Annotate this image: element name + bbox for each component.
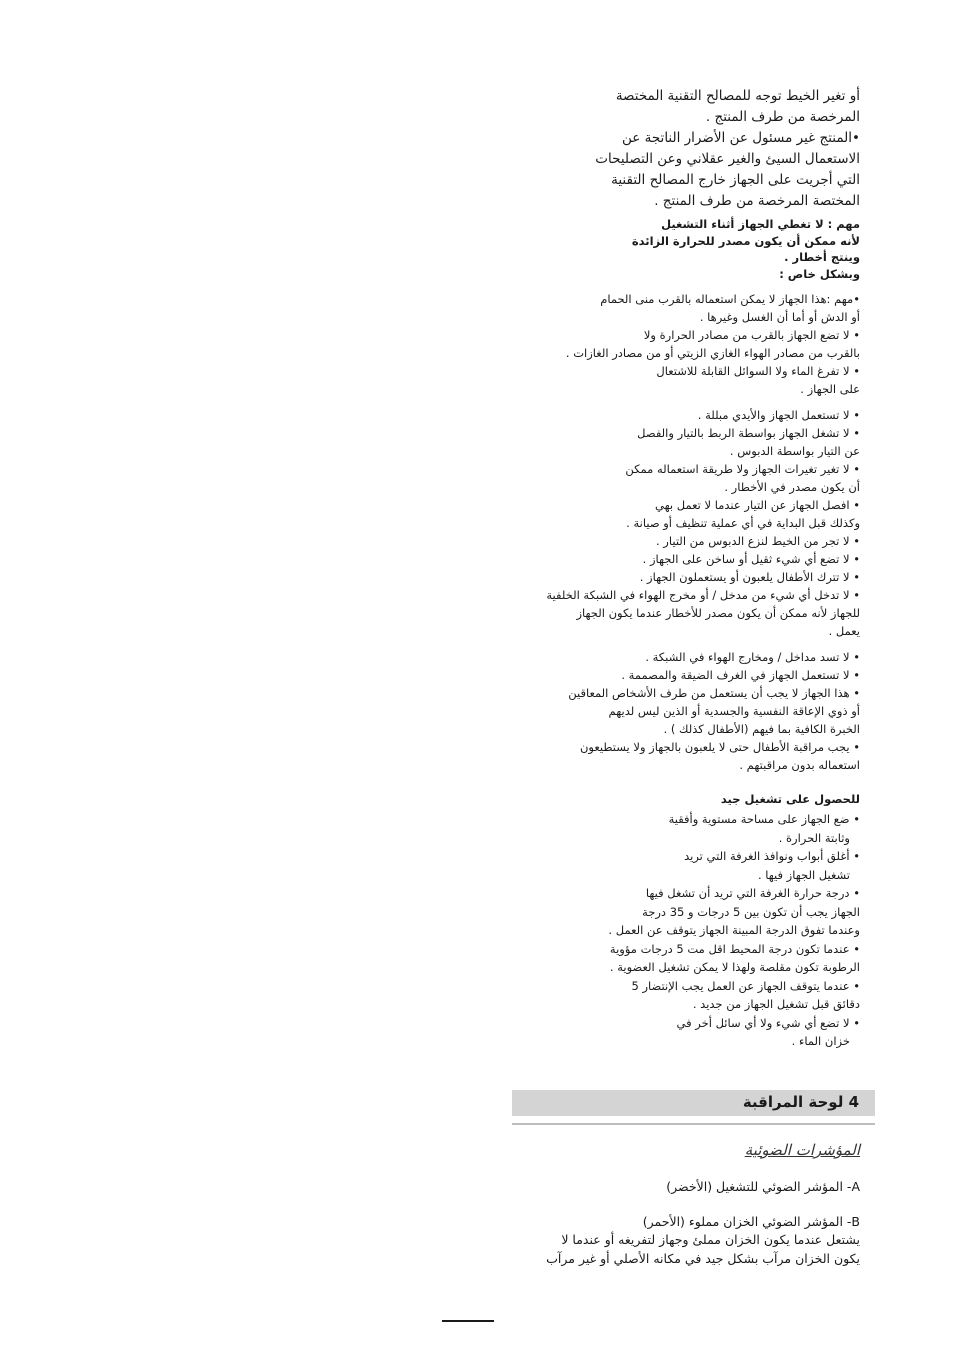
operation-list — [520, 810, 860, 1051]
warning-line: لأنه ممكن أن يكون مصدر للحرارة الزائدة — [631, 233, 860, 248]
spacer — [515, 1197, 860, 1213]
rule-line: أو ذوي الإعاقة النفسية والجسدية أو الذين ليس لديهم — [608, 704, 860, 718]
rule-line: عن التيار بواسطة الدبوس . — [729, 444, 860, 458]
rule-line: • لا تسد مداخل / ومخارج الهواء في الشبكة . — [645, 650, 860, 664]
rule-line: • لا تشغل الجهاز بواسطة الربط بالتيار والفصل — [637, 426, 860, 440]
text-line: أو تغير الخيط توجه للمصالح التقنية المختصة — [615, 88, 860, 104]
warning-block — [530, 216, 860, 282]
spacer — [515, 640, 860, 648]
rule-line: • لا تترك الأطفال يلعبون أو يستعملون الجهاز . — [639, 570, 860, 584]
rule-line: استعماله بدون مراقبتهم . — [739, 758, 860, 772]
text-line: الاستعمال السيئ والغير عقلاني وعن التصليحات — [595, 151, 860, 167]
intro-paragraph — [530, 86, 860, 212]
section-divider — [512, 1123, 875, 1125]
rule-line: وكذلك قبل البداية في أي عملية تنظيف أو صيانة . — [626, 516, 860, 530]
rule-line: • يجب مراقبة الأطفال حتى لا يلعبون بالجهاز ولا يستطيعون — [579, 740, 860, 754]
text-line: •المنتج غير مسئول عن الأضرار الناتجة عن — [621, 130, 860, 146]
warning-line: مهم : لا تغطي الجهاز أثناء التشغيل — [661, 217, 860, 231]
warning-line: وبشكل خاص : — [779, 266, 860, 281]
rule-line: • افصل الجهاز عن التيار عندما لا تعمل بهي — [655, 498, 860, 512]
rule-line: • لا تغير تغيرات الجهاز ولا طريقة استعماله ممكن — [625, 462, 860, 476]
operation-line: الرطوبة تكون مقلصة ولهذا لا يمكن تشغيل العضوية . — [609, 960, 860, 974]
indicator-b-desc: يكون الخزان مرآب بشكل جيد في مكانه الأصلي أو غير مرآب — [546, 1250, 860, 1266]
rule-line: الخبرة الكافية بما فيهم (الأطفال كذلك ) . — [663, 722, 860, 736]
rule-line: للجهاز لأنه ممكن أن يكون مصدر للأخطار عندما يكون الجهاز — [576, 606, 860, 620]
rule-line: • لا تستعمل الجهاز في الغرف الضيقة والمصممة . — [621, 668, 860, 682]
operation-title: للحصول على تشغيل جيد — [720, 792, 860, 806]
rule-line: • لا تضع أي شيء ثقيل أو ساخن على الجهاز . — [642, 552, 860, 566]
operation-line: وثابتة الحرارة . — [778, 830, 850, 845]
rule-line: •مهم :هذا الجهاز لا يمكن استعماله بالقرب منى الحمام — [600, 292, 860, 306]
indicator-a: A- المؤشر الضوئي للتشغيل (الأخضر) — [666, 1179, 860, 1194]
safety-rules — [515, 290, 860, 774]
rule-line: • لا تجر من الخيط لنزع الدبوس من التيار . — [656, 534, 860, 548]
text-line: المختصة المرخصة من طرف المنتج . — [654, 193, 860, 209]
rule-line: أن يكون مصدر في الأخطار . — [724, 480, 860, 494]
indicator-b-desc: يشتعل عندما يكون الخزان مملئ وجهاز لتفريغه أو عندما لا — [561, 1232, 860, 1247]
rule-line: بالقرب من مصادر الهواء الغازي الزيتي أو من مصادر الغازات . — [565, 346, 860, 360]
indicators-title: المؤشرات الضوئية — [744, 1141, 860, 1159]
rule-line: • لا تفرغ الماء ولا السوائل القابلة للاشتعال — [656, 364, 860, 378]
rule-line: • هذا الجهاز لا يجب أن يستعمل من طرف الأشخاص المعاقين — [568, 686, 860, 700]
operation-line: • درجة حرارة الغرفة التي تريد أن تشغل فيها — [645, 886, 860, 900]
operation-line: • عندما يتوقف الجهاز عن العمل يجب الإنتضار 5 — [631, 978, 860, 993]
text-line: التي أجريت على الجهاز خارج المصالح التقنية — [611, 172, 860, 188]
rule-line: • لا تدخل أي شيء من مدخل / أو مخرج الهواء في الشبكة الخلفية — [546, 588, 860, 602]
indicator-b: B- المؤشر الضوئي الخزان مملوء (الأحمر) — [642, 1213, 860, 1229]
operation-line: • أغلق أبواب ونوافذ الغرفة التي تريد — [684, 849, 860, 863]
operation-line: • عندما تكون درجة المحيط اقل مت 5 درجات مؤوية — [609, 941, 860, 956]
operation-line: • لا تضع أي شيء ولا أي سائل أخر في — [676, 1015, 860, 1030]
footer-rule — [442, 1320, 494, 1322]
section-title: 4 لوحة المراقبة — [742, 1093, 859, 1111]
rule-line: • لا تستعمل الجهاز والأيدي مبللة . — [697, 408, 860, 422]
operation-line: دقائق قبل تشغيل الجهاز من جديد . — [692, 997, 860, 1011]
warning-line: وينتج أخطار . — [784, 250, 860, 264]
rule-line: • لا تضع الجهاز بالقرب من مصادر الحرارة ولا — [643, 328, 860, 342]
text-line: المرخصة من طرف المنتج . — [705, 109, 860, 125]
operation-line: خزان الماء . — [791, 1034, 850, 1048]
operation-line: • ضع الجهاز على مساحة مستوية وأفقية — [668, 812, 860, 826]
spacer — [515, 398, 860, 406]
rule-line: على الجهاز . — [800, 382, 860, 396]
rule-line: يعمل . — [828, 624, 860, 638]
rule-line: أو الدش أو أما أن الغسل وغيرها . — [699, 310, 860, 324]
operation-line: الجهاز يجب أن تكون بين 5 درجات و 35 درجة — [642, 904, 860, 919]
operation-line: تشغيل الجهاز فيها . — [757, 867, 850, 882]
operation-line: وعندما تفوق الدرجة المبينة الجهاز يتوقف عن العمل . — [608, 923, 860, 937]
indicators-list — [515, 1178, 860, 1268]
section-header-bar — [512, 1090, 875, 1116]
